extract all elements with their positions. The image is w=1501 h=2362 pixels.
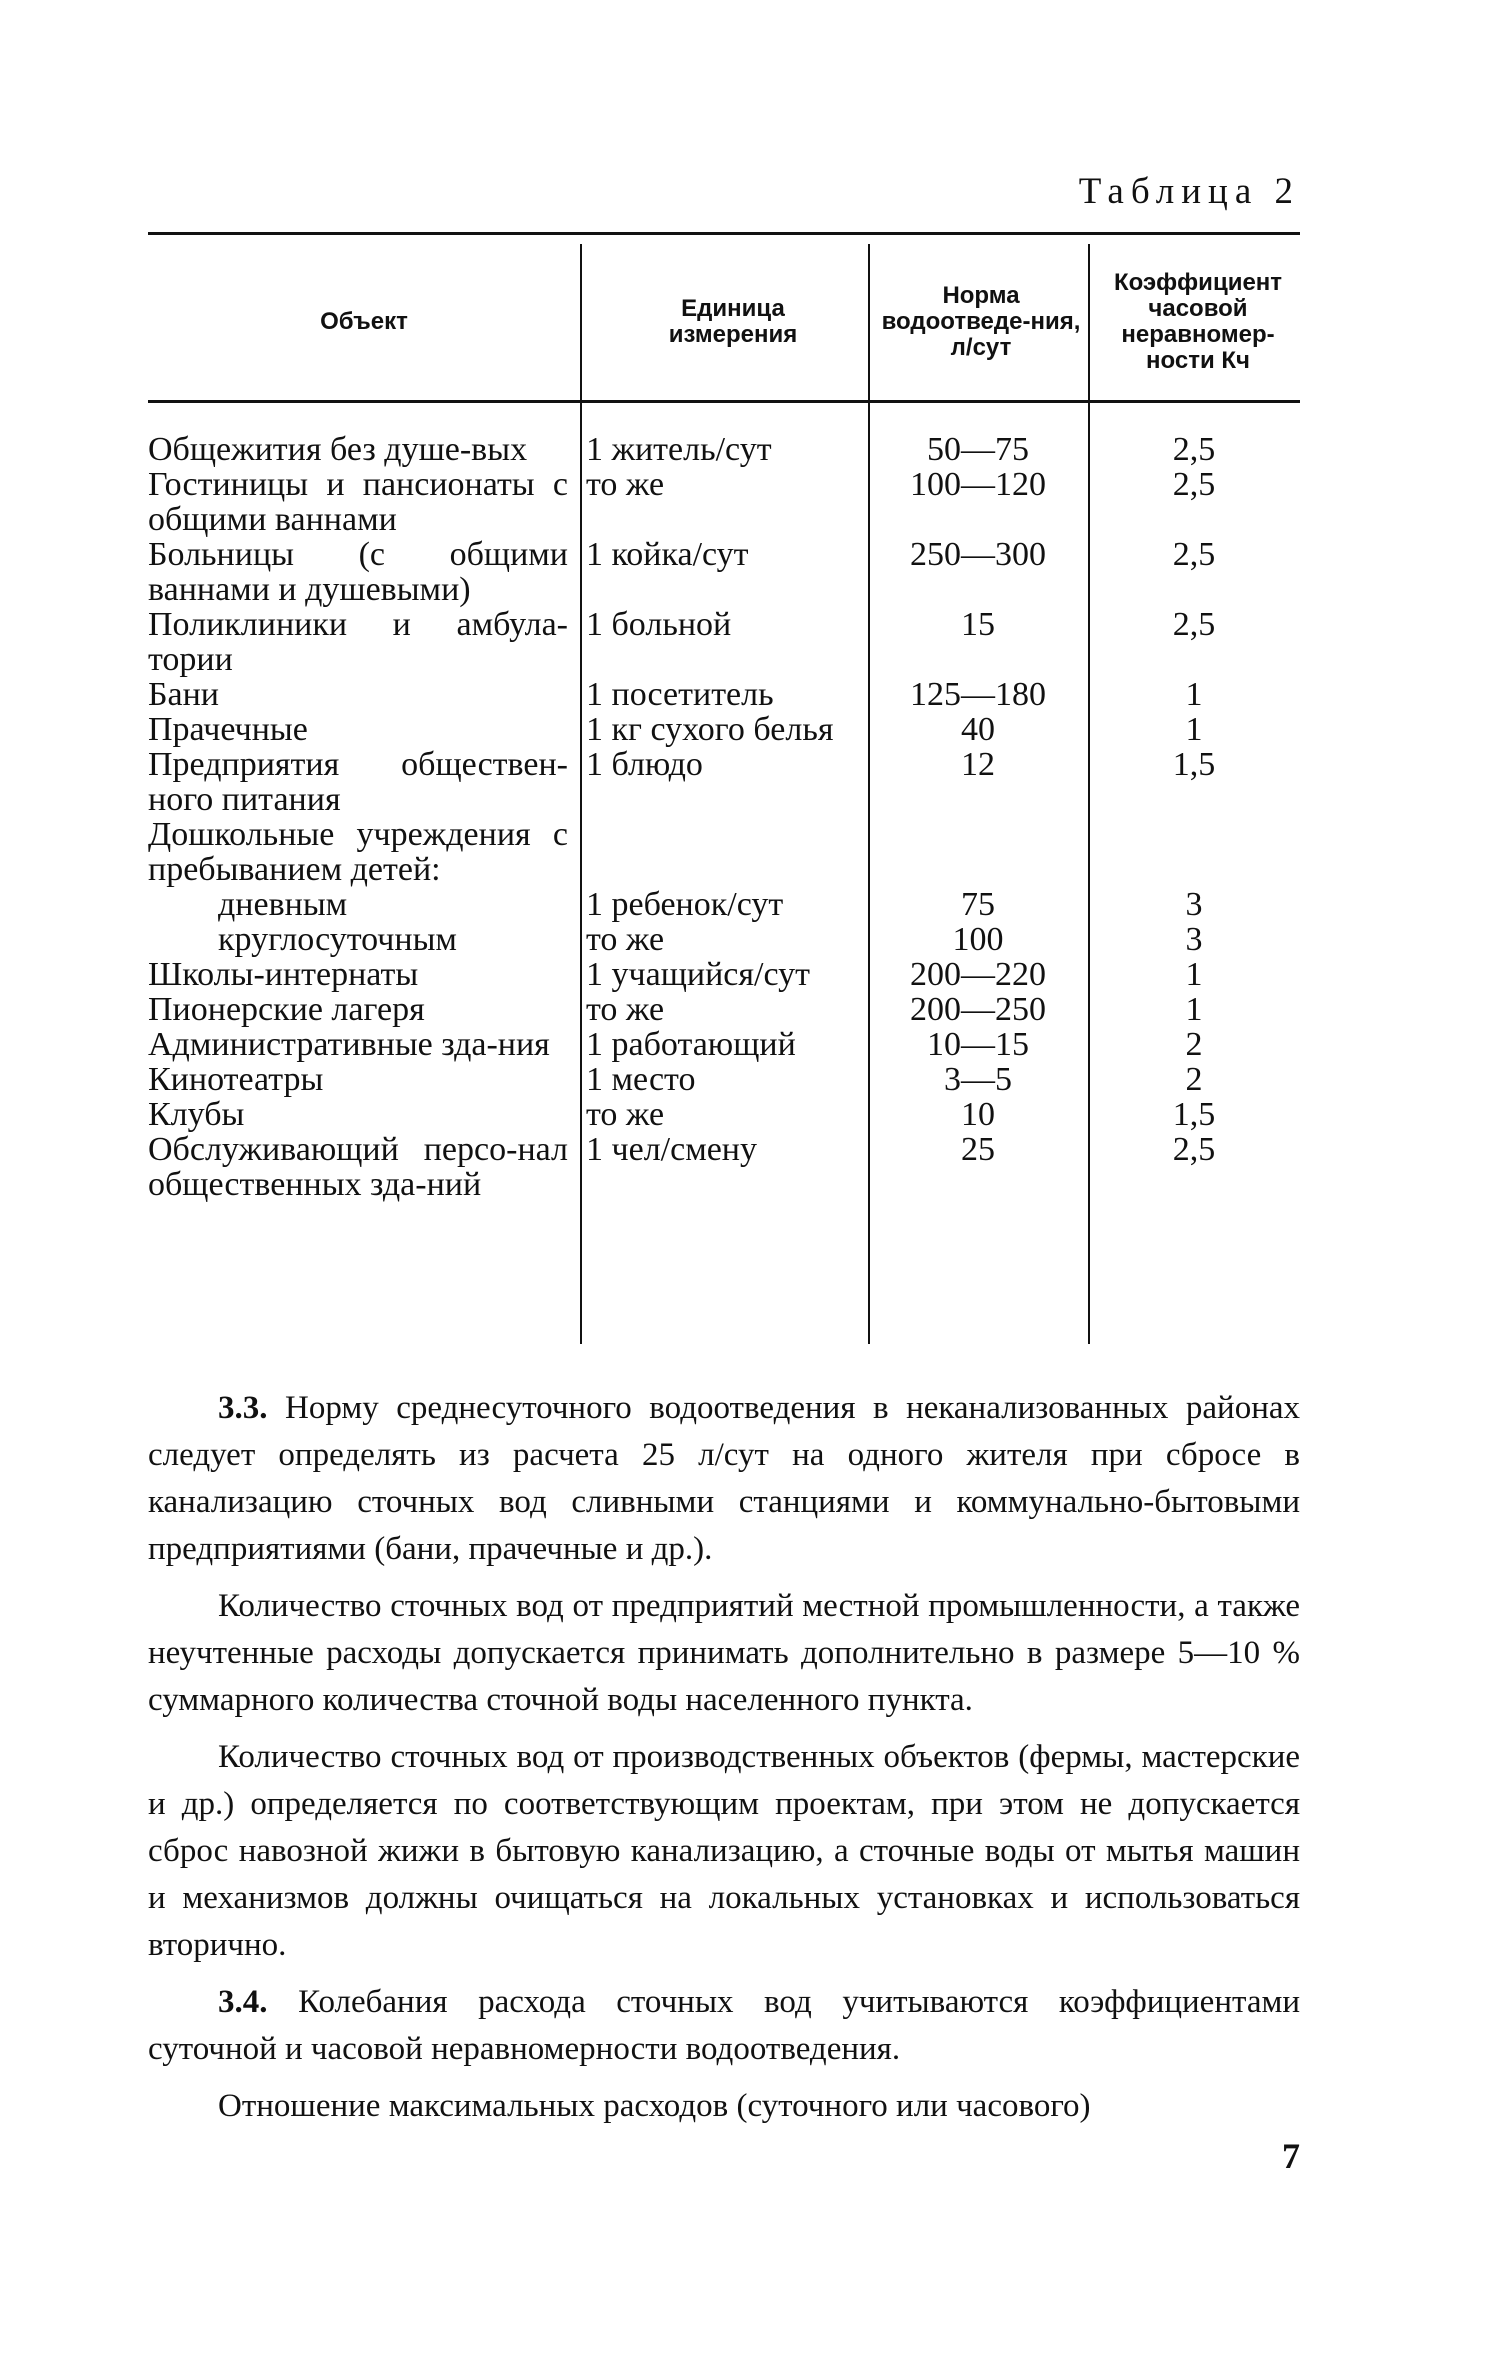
norm-cell: 100	[952, 921, 1004, 958]
table-row	[148, 1097, 1300, 1132]
paragraph-text: Количество сточных вод от предприятий местной промышленности, а также неучтенные расходы допускается принимать дополнительно в размере 5—10 % суммарного количества сточной воды населенного пункта.	[148, 1588, 1300, 1718]
paragraph	[148, 1385, 1300, 1573]
norm-cell: 50—75	[927, 431, 1029, 468]
paragraph	[148, 2083, 1300, 2130]
header-unit: Единица измерения	[668, 295, 798, 348]
norm-cell: 15	[961, 606, 995, 643]
table-row	[148, 1132, 1300, 1202]
coefficient-cell: 3	[1185, 886, 1203, 923]
unit-cell: 1 учащийся/сут	[586, 956, 810, 993]
unit-cell: то же	[586, 466, 665, 503]
object-cell: Бани	[148, 676, 220, 713]
object-cell: Предприятия обществен-ного питания	[148, 746, 568, 818]
object-cell: Общежития без душе-вых	[148, 431, 528, 468]
coefficient-cell: 2	[1185, 1026, 1203, 1063]
table-body	[148, 432, 1300, 1202]
coefficient-cell: 1	[1185, 711, 1203, 748]
unit-cell: 1 больной	[586, 606, 732, 643]
coefficient-cell: 2,5	[1172, 536, 1216, 573]
coefficient-cell: 1	[1185, 956, 1203, 993]
header-coefficient: Коэффициент часовой неравномер-ности Кч	[1113, 269, 1283, 374]
object-cell: Административные зда-ния	[148, 1026, 550, 1063]
object-cell: Школы-интернаты	[148, 956, 419, 993]
unit-cell: 1 ребенок/сут	[586, 886, 784, 923]
unit-cell	[568, 817, 868, 887]
object-cell: Кинотеатры	[148, 1061, 324, 1098]
paragraph-text: Норму среднесуточного водоотведения в неканализованных районах следует определять из расчета 25 л/сут на одного жителя при сбросе в канализацию сточных вод сливными станциями и коммунально-бытовыми предприятиями (бани, прачечные и др.).	[148, 1390, 1301, 1567]
norm-cell: 75	[961, 886, 995, 923]
page-number: 7	[1282, 2136, 1300, 2176]
section-number: 3.4.	[218, 1984, 268, 2020]
unit-cell: 1 житель/сут	[586, 431, 772, 468]
paragraph	[148, 1734, 1300, 1969]
norm-cell: 250—300	[910, 536, 1046, 573]
norm-cell: 125—180	[910, 676, 1046, 713]
norm-cell	[868, 817, 1088, 887]
coefficient-cell	[1088, 817, 1300, 887]
section-number: 3.3.	[218, 1390, 268, 1426]
object-cell: круглосуточным	[218, 921, 457, 958]
norm-cell: 100—120	[910, 466, 1046, 503]
table-header-rule	[148, 400, 1300, 403]
table-row	[148, 607, 1300, 677]
unit-cell: то же	[586, 921, 665, 958]
unit-cell: 1 блюдо	[586, 746, 703, 783]
table-row	[148, 467, 1300, 537]
table-row	[148, 1027, 1300, 1062]
table-row	[148, 957, 1300, 992]
table-row	[148, 677, 1300, 712]
object-cell: Клубы	[148, 1096, 245, 1133]
coefficient-cell: 1	[1185, 991, 1203, 1028]
table-title: Таблица 2	[1078, 171, 1300, 212]
norm-cell: 200—250	[910, 991, 1046, 1028]
norm-cell: 3—5	[944, 1061, 1012, 1098]
unit-cell: 1 посетитель	[586, 676, 774, 713]
paragraph-text: Количество сточных вод от производственных объектов (фермы, мастерские и др.) определяется по соответствующим проектам, при этом не допускается сброс навозной жижи в бытовую канализацию, а сточные воды от мытья машин и механизмов должны очищаться на локальных установках и использоваться вторично.	[148, 1739, 1300, 1963]
header-object: Объект	[320, 308, 408, 335]
coefficient-cell: 2,5	[1172, 1131, 1216, 1168]
paragraph-text: Отношение максимальных расходов (суточного или часового)	[218, 2088, 1091, 2124]
table-row	[148, 537, 1300, 607]
table-row	[148, 922, 1300, 957]
header-norm: Норма водоотведе-ния, л/сут	[881, 282, 1081, 361]
coefficient-cell: 1	[1185, 676, 1203, 713]
object-cell: Больницы (с общими ваннами и душевыми)	[148, 536, 568, 608]
object-cell: Гостиницы и пансионаты с общими ваннами	[148, 466, 568, 538]
coefficient-cell: 1,5	[1172, 746, 1216, 783]
paragraph-text: Колебания расхода сточных вод учитываются коэффициентами суточной и часовой неравномерности водоотведения.	[148, 1984, 1301, 2067]
object-cell: Дошкольные учреждения с пребыванием детей:	[148, 816, 568, 888]
unit-cell: то же	[586, 991, 665, 1028]
unit-cell: 1 работающий	[586, 1026, 796, 1063]
norm-cell: 25	[961, 1131, 995, 1168]
unit-cell: 1 кг сухого белья	[586, 711, 834, 748]
table-row	[148, 992, 1300, 1027]
object-cell: Обслуживающий персо-нал общественных зда-ний	[148, 1131, 568, 1203]
table-row	[148, 1062, 1300, 1097]
norm-cell: 10	[961, 1096, 995, 1133]
unit-cell: 1 место	[586, 1061, 696, 1098]
coefficient-cell: 3	[1185, 921, 1203, 958]
object-cell: Поликлиники и амбула-тории	[148, 606, 568, 678]
paragraph	[148, 1583, 1300, 1724]
norm-cell: 10—15	[927, 1026, 1029, 1063]
table-row	[148, 887, 1300, 922]
coefficient-cell: 2,5	[1172, 466, 1216, 503]
paragraph	[148, 1979, 1300, 2073]
table-row	[148, 432, 1300, 467]
norm-cell: 12	[961, 746, 995, 783]
unit-cell: 1 койка/сут	[586, 536, 749, 573]
object-cell: Пионерские лагеря	[148, 991, 425, 1028]
coefficient-cell: 1,5	[1172, 1096, 1216, 1133]
object-cell: Прачечные	[148, 711, 308, 748]
table-row	[148, 747, 1300, 817]
table-row	[148, 817, 1300, 887]
coefficient-cell: 2,5	[1172, 431, 1216, 468]
unit-cell: 1 чел/смену	[586, 1131, 757, 1168]
table-top-rule	[148, 232, 1300, 235]
coefficient-cell: 2,5	[1172, 606, 1216, 643]
object-cell: дневным	[218, 886, 348, 923]
table-row	[148, 712, 1300, 747]
coefficient-cell: 2	[1185, 1061, 1203, 1098]
body-text	[148, 1385, 1300, 2140]
norm-cell: 200—220	[910, 956, 1046, 993]
norm-cell: 40	[961, 711, 995, 748]
unit-cell: то же	[586, 1096, 665, 1133]
